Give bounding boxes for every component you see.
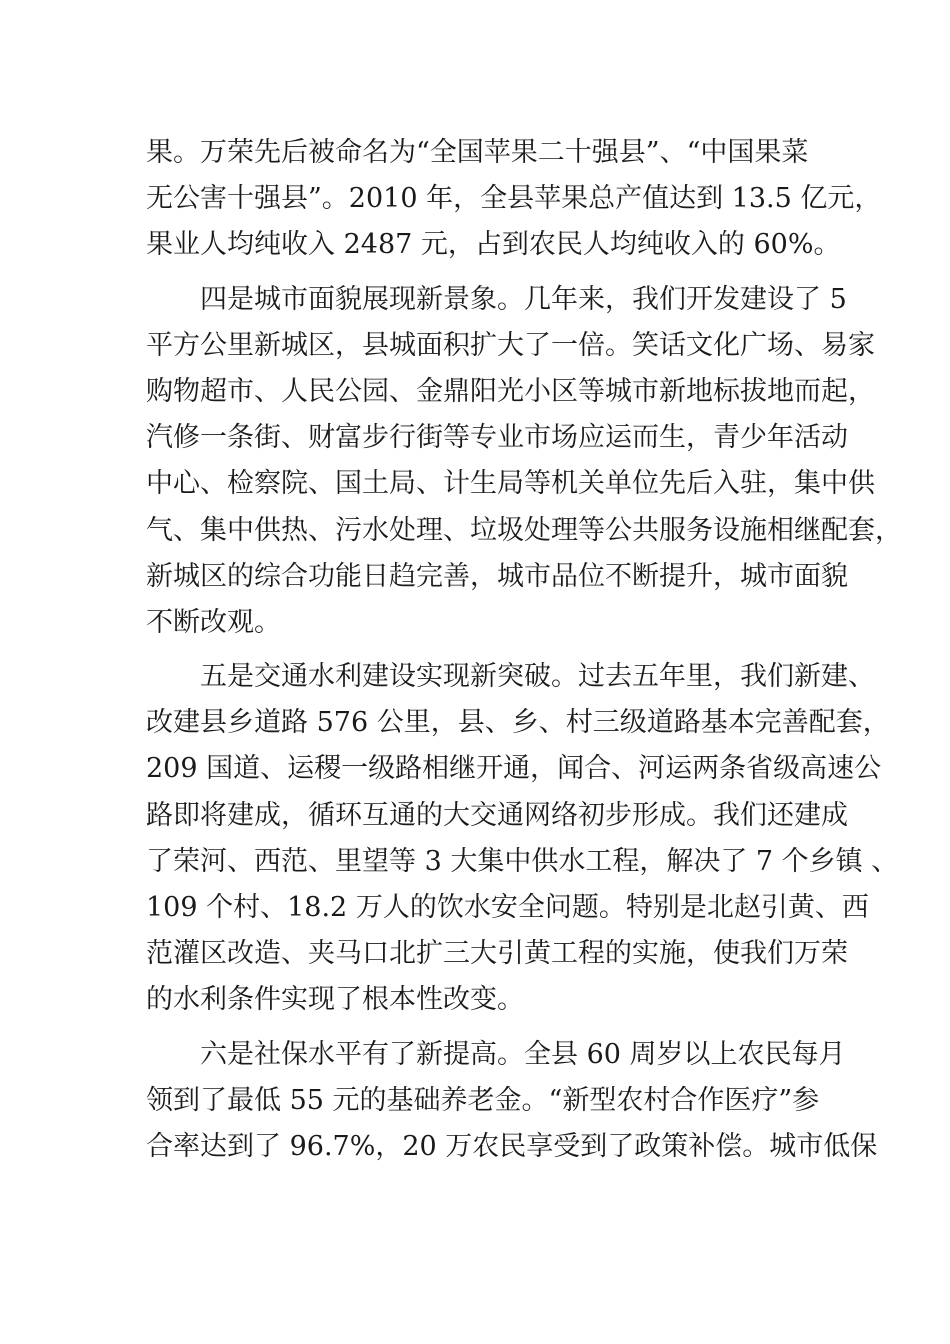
text-line: 四是城市面貌展现新景象。几年来，我们开发建设了 5 xyxy=(200,283,847,315)
text-line: 109 个村、18.2 万人的饮水安全问题。特别是北赵引黄、西 xyxy=(146,892,869,923)
text-line: 合率达到了 96.7%，20 万农民享受到了政策补偿。城市低保 xyxy=(146,1130,878,1162)
paragraph-apple-industry xyxy=(146,130,882,269)
text-line: 路即将建成，循环互通的大交通网络初步形成。我们还建成 xyxy=(146,799,848,831)
text-line: 改建县乡道路 576 公里，县、乡、村三级道路基本完善配套， xyxy=(146,707,890,739)
text-line: 购物超市、人民公园、金鼎阳光小区等城市新地标拔地而起， xyxy=(146,375,875,407)
paragraph-urban-appearance xyxy=(146,277,902,647)
text-line: 六是社保水平有了新提高。全县 60 周岁以上农民每月 xyxy=(200,1038,846,1070)
paragraph-transport-water xyxy=(146,654,899,1024)
text-line: 不断改观。 xyxy=(146,606,281,638)
text-line: 气、集中供热、污水处理、垃圾处理等公共服务设施相继配套， xyxy=(146,514,902,546)
text-line: 209 国道、运稷一级路相继开通，闻合、河运两条省级高速公 xyxy=(146,753,882,785)
text-line: 五是交通水利建设实现新突破。过去五年里，我们新建、 xyxy=(200,661,875,693)
text-line: 果。万荣先后被命名为“全国苹果二十强县”、“中国果菜 xyxy=(146,137,809,168)
text-line: 汽修一条街、财富步行街等专业市场应运而生，青少年活动 xyxy=(146,422,848,454)
text-line: 范灌区改造、夹马口北扩三大引黄工程的实施，使我们万荣 xyxy=(146,938,848,970)
body-text xyxy=(146,130,902,1170)
paragraph-social-security xyxy=(146,1032,878,1171)
text-line: 平方公里新城区，县城面积扩大了一倍。笑话文化广场、易家 xyxy=(146,329,875,361)
text-line: 领到了最低 55 元的基础养老金。“新型农村合作医疗”参 xyxy=(146,1084,820,1116)
text-line: 了荣河、西范、里望等 3 大集中供水工程，解决了 7 个乡镇 、 xyxy=(146,845,899,877)
text-line: 中心、检察院、国土局、计生局等机关单位先后入驻，集中供 xyxy=(146,468,875,500)
text-line: 无公害十强县”。2010 年，全县苹果总产值达到 13.5 亿元， xyxy=(146,183,882,215)
text-line: 果业人均纯收入 2487 元，占到农民人均纯收入的 60%。 xyxy=(146,229,841,261)
text-line: 新城区的综合功能日趋完善，城市品位不断提升，城市面貌 xyxy=(146,560,848,592)
text-line: 的水利条件实现了根本性改变。 xyxy=(146,984,524,1016)
